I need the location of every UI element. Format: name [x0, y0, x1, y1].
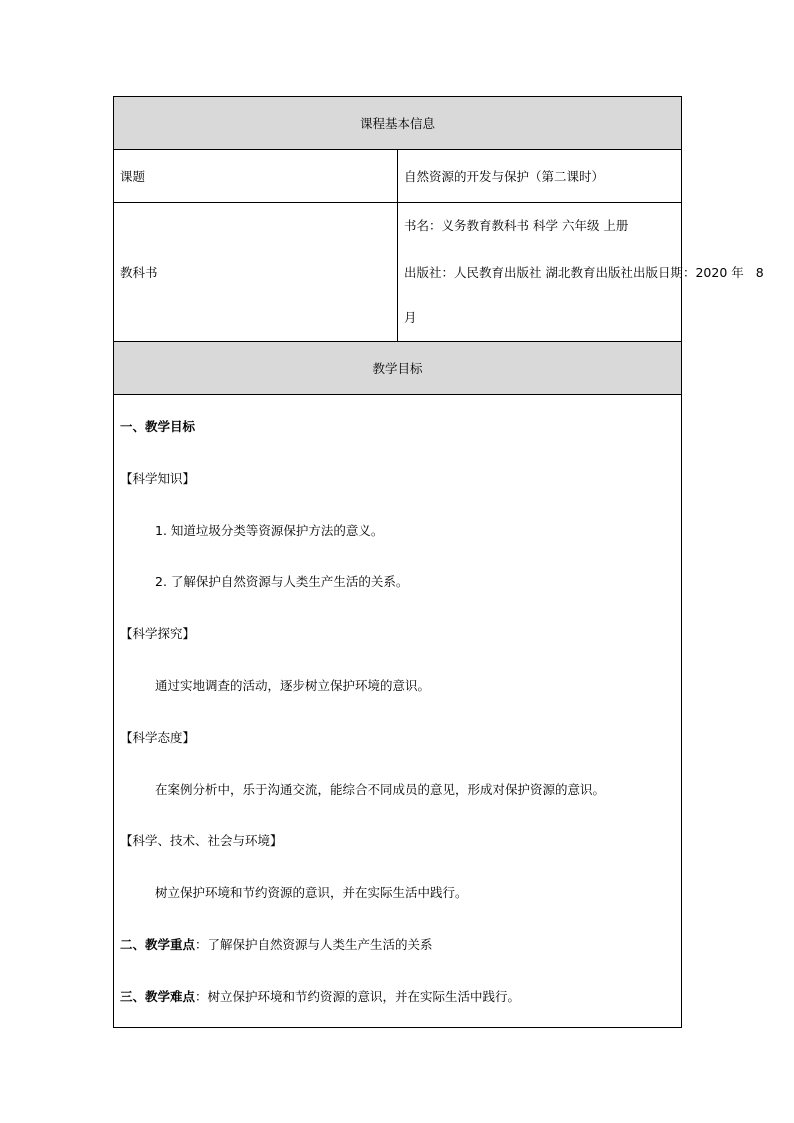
- publish-date: [633, 263, 764, 281]
- objectives-header-row: [114, 342, 682, 395]
- key-points: [120, 919, 675, 971]
- lesson-plan-table: [113, 96, 764, 1028]
- publish-date-label: 出版日期：2020 年: [632, 265, 744, 280]
- sts-title: 【科学、技术、社会与环境】: [120, 833, 283, 849]
- difficulties-label: 三、教学难点: [120, 988, 196, 1004]
- objectives-body: [114, 395, 682, 1028]
- textbook-row: [114, 203, 682, 342]
- sts-text: 树立保护环境和节约资源的意识，并在实际生活中践行。: [155, 885, 468, 901]
- difficulties-text: ：树立保护环境和节约资源的意识，并在实际生活中践行。: [195, 988, 521, 1004]
- textbook-label: 教科书: [114, 203, 398, 342]
- objectives-body-row: [114, 395, 682, 1028]
- textbook-details: [398, 203, 764, 342]
- inquiry-text: 通过实地调查的活动，逐步树立保护环境的意识。: [155, 677, 431, 693]
- knowledge-item: 1. 知道垃圾分类等资源保护方法的意义。: [155, 522, 384, 538]
- course-info-header: 课程基本信息: [114, 97, 682, 150]
- publisher-line: [404, 249, 764, 295]
- topic-label: 课题: [114, 150, 398, 203]
- topic-value: 自然资源的开发与保护（第二课时）: [398, 150, 682, 203]
- difficulties: [120, 971, 675, 1023]
- key-points-label: 二、教学重点: [120, 936, 196, 952]
- publish-date-unit: 月: [404, 310, 417, 325]
- teaching-objectives-header: 教学目标: [114, 342, 682, 395]
- publisher: 出版社：人民教育出版社 湖北教育出版社: [404, 265, 633, 280]
- book-name: 书名：义务教育教科书 科学 六年级 上册: [404, 218, 629, 233]
- attitude-title: 【科学态度】: [120, 729, 196, 745]
- knowledge-item: 2. 了解保护自然资源与人类生产生活的关系。: [155, 574, 409, 590]
- attitude-text: 在案例分析中，乐于沟通交流，能综合不同成员的意见，形成对保护资源的意识。: [155, 781, 606, 797]
- objectives-heading: 一、教学目标: [120, 419, 196, 434]
- topic-row: [114, 150, 682, 203]
- info-header-row: [114, 97, 682, 150]
- knowledge-title: 【科学知识】: [120, 470, 196, 486]
- key-points-text: ：了解保护自然资源与人类生产生活的关系: [195, 936, 433, 952]
- publish-date-month: 8: [755, 265, 764, 280]
- inquiry-title: 【科学探究】: [120, 626, 196, 642]
